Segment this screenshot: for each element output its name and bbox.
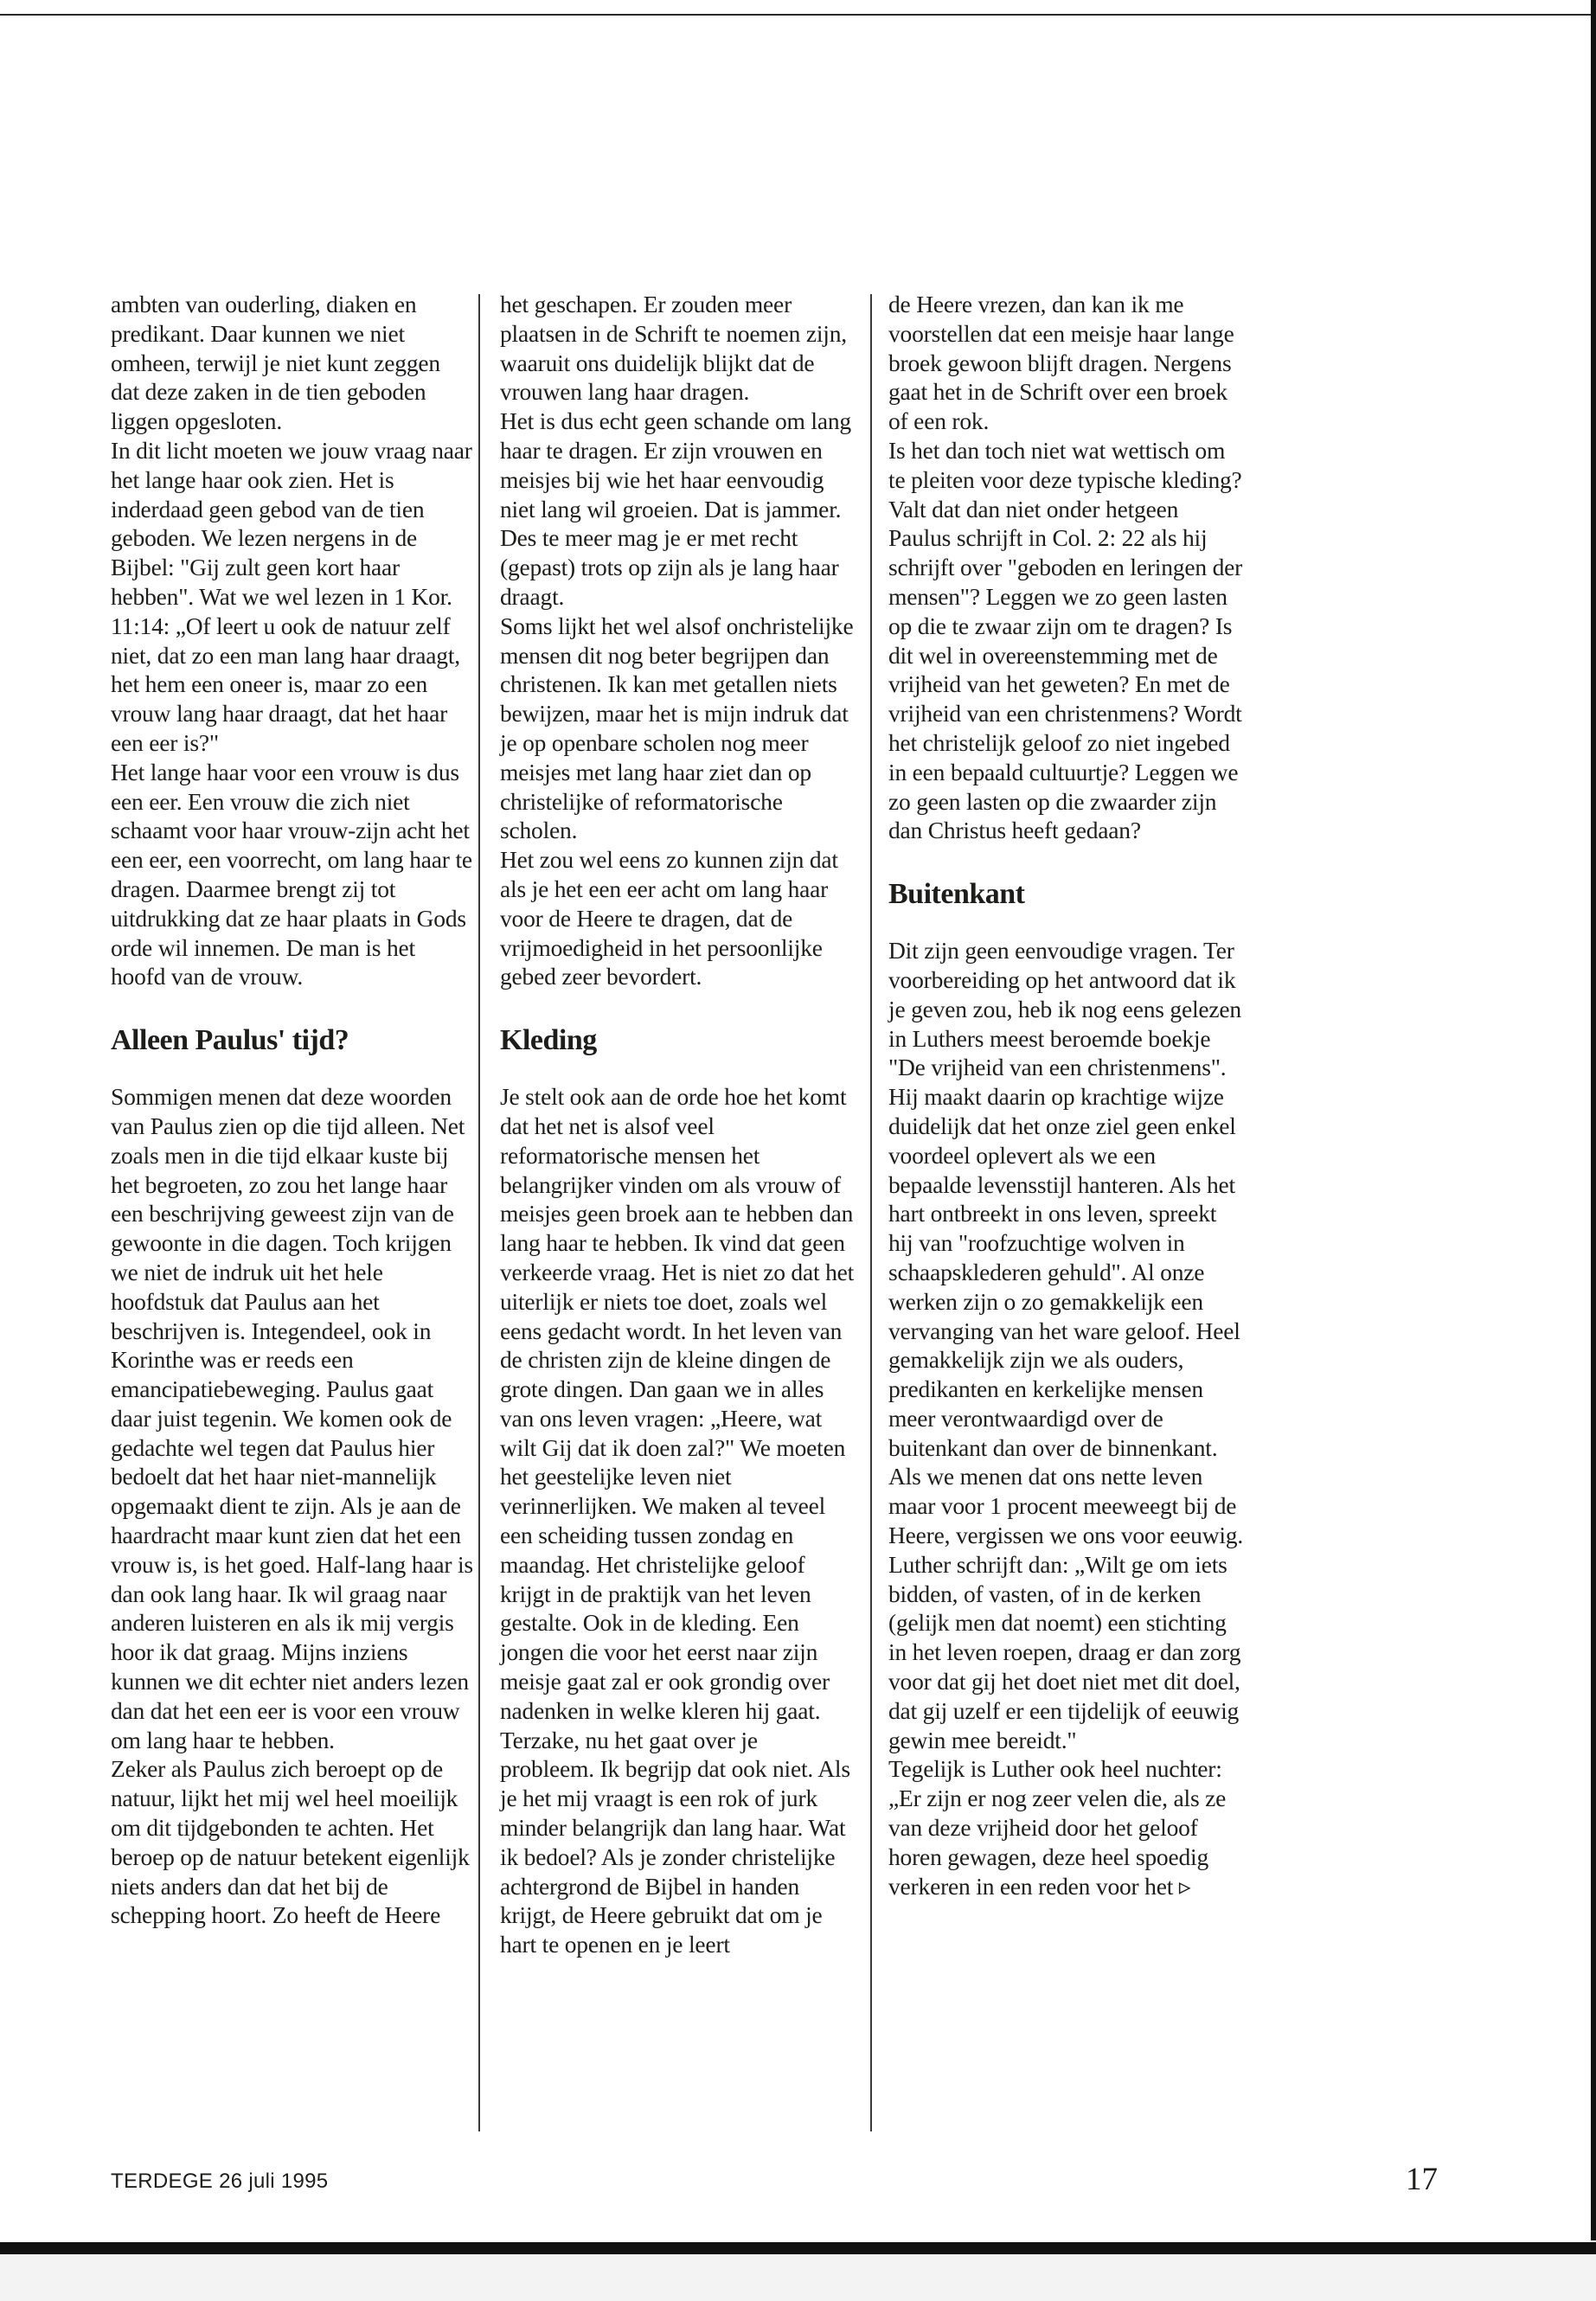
paragraph: Zeker als Paulus zich beroept op de natuur, lijkt het mij wel heel moeilijk om dit tijdgebonden te achten. Het beroep op de natuur betekent eigenlijk niets anders dan dat het bij de schepping hoort. Zo heeft de Heere [111, 1755, 470, 1929]
paragraph: In dit licht moeten we jouw vraag naar het lange haar ook zien. Het is inderdaad geen gebod van de tien geboden. We lezen nergens in de Bijbel: "Gij zult geen kort haar hebben". Wat we wel lezen in 1 Kor. 11:14: „Of leert u ook de natuur zelf niet, dat zo een man lang haar draagt, het hem een oneer is, maar zo een vrouw lang haar draagt, dat het haar een eer is?" [111, 436, 472, 756]
paragraph: Tegelijk is Luther ook heel nuchter: „Er zijn er nog zeer velen die, als ze van deze vrijheid door het geloof horen gewagen, deze heel spoedig verkeren in een reden voor het ▹ [888, 1755, 1227, 1900]
column-2 [500, 290, 856, 1959]
section-heading: Kleding [500, 1024, 597, 1057]
section-heading: Alleen Paulus' tijd? [111, 1024, 349, 1057]
paragraph: de Heere vrezen, dan kan ik me voorstellen dat een meisje haar lange broek gewoon blijft dragen. Nergens gaat het in de Schrift over een broek of een rok. [888, 291, 1234, 435]
scan-margin [0, 2254, 1596, 2301]
paragraph: ambten van ouderling, diaken en predikant. Daar kunnen we niet omheen, terwijl je niet kunt zeggen dat deze zaken in de tien geboden liggen opgesloten. [111, 291, 440, 435]
scan-edge [1591, 0, 1596, 2240]
paragraph: Soms lijkt het wel alsof onchristelijke mensen dit nog beter begrijpen dan christenen. Ik kan met getallen niets bewijzen, maar het is mijn indruk dat je op openbare scholen nog meer meisjes met lang haar ziet dan op christelijke of reformatorische scholen. [500, 612, 854, 844]
column-divider [870, 294, 872, 2131]
paragraph: Sommigen menen dat deze woorden van Paulus zien op die tijd alleen. Net zoals men in die tijd elkaar kuste bij het begroeten, zo zou het lange haar een beschrijving geweest zijn van de gewoonte in die dagen. Toch krijgen we niet de indruk uit het hele hoofdstuk dat Paulus aan het beschrijven is. Integendeel, ook in Korinthe was er reeds een emancipatiebeweging. Paulus gaat daar juist tegenin. We komen ook de gedachte wel tegen dat Paulus hier bedoelt dat het haar niet-mannelijk opgemaakt dient te zijn. Als je aan de haardracht maar kunt zien dat het een vrouw is, is het goed. Half-lang haar is dan ook lang haar. Ik wil graag naar anderen luisteren en als ik mij vergis hoor ik dat graag. Mijns inziens kunnen we dit echter niet anders lezen dan dat het een eer is voor een vrouw om lang haar te hebben. [111, 1083, 473, 1753]
column-3 [888, 290, 1243, 1900]
top-rule [0, 14, 1596, 16]
paragraph: Dit zijn geen eenvoudige vragen. Ter voorbereiding op het antwoord dat ik je geven zou, heb ik nog eens gelezen in Luthers meest beroemde boekje "De vrijheid van een christenmens". Hij maakt daarin op krachtige wijze duidelijk dat het onze ziel geen enkel voordeel oplevert als we een bepaalde levensstijl hanteren. Als het hart ontbreekt in ons leven, spreekt hij van "roofzuchtige wolven in schaapsklederen gehuld". Al onze werken zijn o zo gemakkelijk een vervanging van het ware geloof. Heel gemakkelijk zijn we als ouders, predikanten en kerkelijke mensen meer verontwaardigd over de buitenkant dan over de binnenkant. Als we menen dat ons nette leven maar voor 1 procent meeweegt bij de Heere, vergissen we ons voor eeuwig. Luther schrijft dan: „Wilt ge om iets bidden, of vasten, of in de kerken (gelijk men dat noemt) een stichting in het leven roepen, draag er dan zorg voor dat gij het doet niet met dit doel, dat gij uzelf er een tijdelijk of eeuwig gewin mee bereidt." [888, 937, 1244, 1753]
page-number: 17 [1406, 2162, 1438, 2197]
paragraph: het geschapen. Er zouden meer plaatsen in de Schrift te noemen zijn, waaruit ons duidelijk blijkt dat de vrouwen lang haar dragen. [500, 291, 847, 406]
column-1 [111, 290, 474, 1930]
paragraph: Het is dus echt geen schande om lang haar te dragen. Er zijn vrouwen en meisjes bij wie het haar eenvoudig niet lang wil groeien. Dat is jammer. Des te meer mag je er met recht (gepast) trots op zijn als je lang haar draagt. [500, 407, 851, 610]
column-divider [478, 294, 480, 2131]
paragraph: Het zou wel eens zo kunnen zijn dat als je het een eer acht om lang haar voor de Heere te dragen, dat de vrijmoedigheid in het persoonlijke gebed zeer bevordert. [500, 846, 838, 990]
paragraph: Is het dan toch niet wat wettisch om te pleiten voor deze typische kleding? Valt dat dan niet onder hetgeen Paulus schrijft in Col. 2: 22 als hij schrijft over "geboden en leringen der mensen"? Leggen we zo geen lasten op die te zwaar zijn om te dragen? Is dit wel in overeenstemming met de vrijheid van het geweten? En met de vrijheid van een christenmens? Wordt het christelijk geloof zo niet ingebed in een bepaald cultuurtje? Leggen we zo geen lasten op die zwaarder zijn dan Christus heeft gedaan? [888, 436, 1243, 844]
section-heading: Buitenkant [888, 878, 1025, 911]
publication-footer: TERDEGE 26 juli 1995 [111, 2170, 329, 2193]
scan-bottom-bar [0, 2242, 1596, 2254]
paragraph: Het lange haar voor een vrouw is dus een eer. Een vrouw die zich niet schaamt voor haar vrouw-zijn acht het een eer, een voorrecht, om lang haar te dragen. Daarmee brengt zij tot uitdrukking dat ze haar plaats in Gods orde wil innemen. De man is het hoofd van de vrouw. [111, 758, 472, 990]
paragraph: Je stelt ook aan de orde hoe het komt dat het net is alsof veel reformatorische mensen het belangrijker vinden om als vrouw of meisjes geen broek aan te hebben dan lang haar te hebben. Ik vind dat geen verkeerde vraag. Het is niet zo dat het uiterlijk er niets toe doet, zoals wel eens gedacht wordt. In het leven van de christen zijn de kleine dingen de grote dingen. Dan gaan we in alles van ons leven vragen: „Heere, wat wilt Gij dat ik doen zal?" We moeten het geestelijke leven niet verinnerlijken. We maken al teveel een scheiding tussen zondag en maandag. Het christelijke geloof krijgt in de praktijk van het leven gestalte. Ook in de kleding. Een jongen die voor het eerst naar zijn meisje gaat zal er ook grondig over nadenken in welke kleren hij gaat. Terzake, nu het gaat over je probleem. Ik begrijp dat ook niet. Als je het mij vraagt is een rok of jurk minder belangrijk dan lang haar. Wat ik bedoel? Als je zonder christelijke achtergrond de Bijbel in handen krijgt, de Heere gebruikt dat om je hart te openen en je leert [500, 1083, 855, 1958]
